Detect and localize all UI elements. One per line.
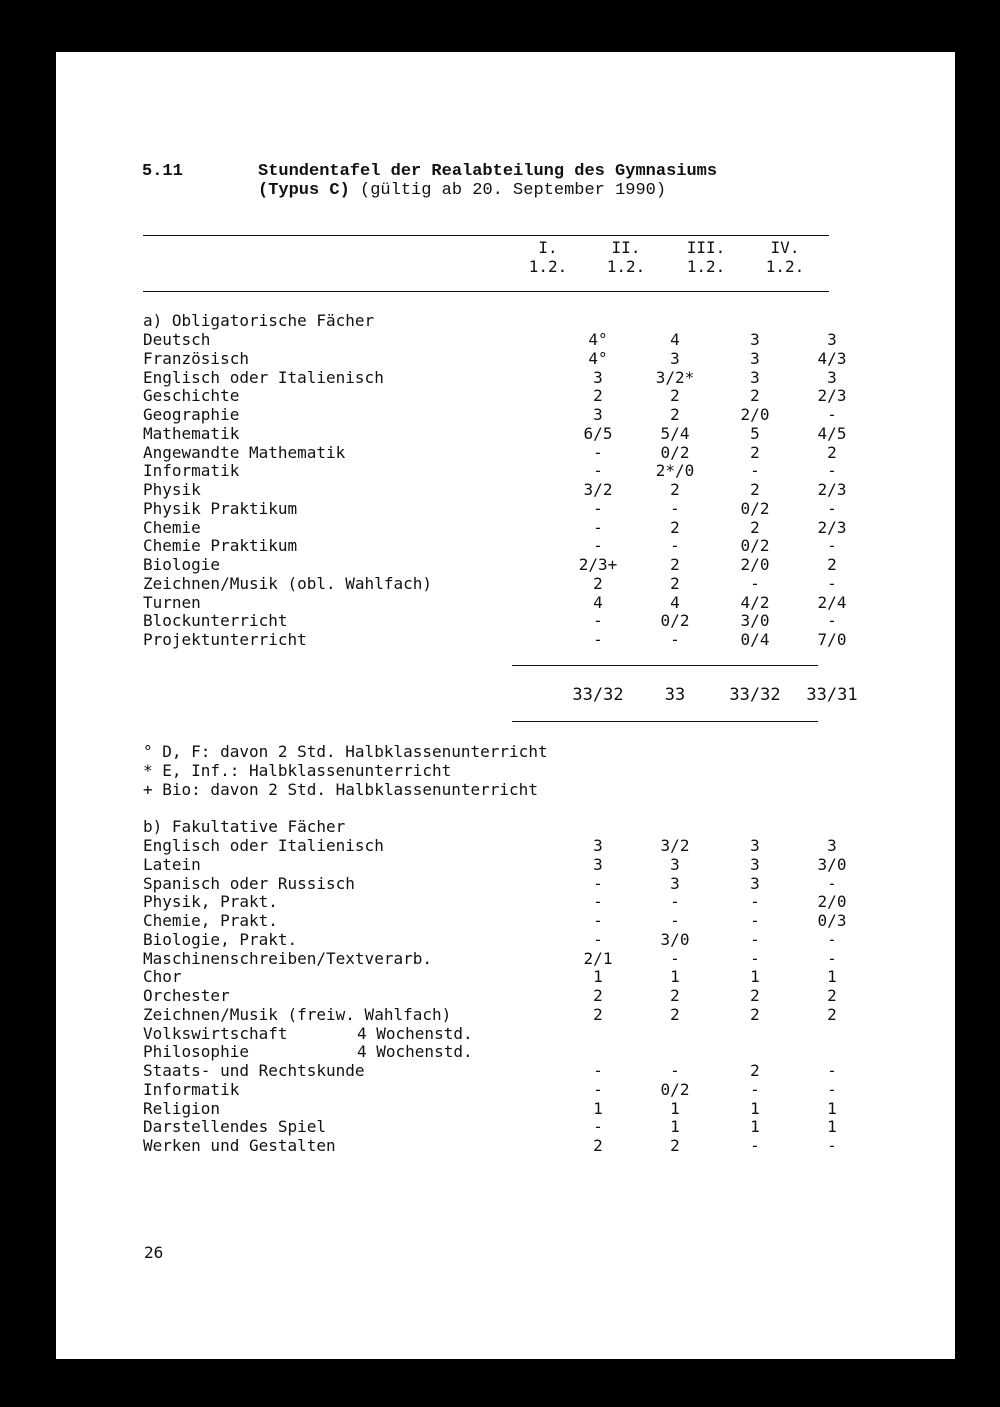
hours-cell: 0/4 bbox=[740, 630, 770, 649]
subject-label: Religion bbox=[143, 1098, 221, 1118]
hours-cell: 1 bbox=[670, 1117, 680, 1137]
hours-cell: 2/3+ bbox=[578, 555, 618, 574]
subject-label: Geographie bbox=[143, 405, 240, 424]
hours-cell: - bbox=[750, 929, 760, 949]
hours-cell: 4 bbox=[670, 592, 680, 612]
hours-cell: 2 bbox=[750, 442, 760, 462]
totals-rule-bottom bbox=[512, 721, 818, 722]
hours-cell: 4 bbox=[670, 330, 680, 349]
hours-cell: 3 bbox=[670, 854, 680, 874]
hours-cell: 4° bbox=[588, 330, 608, 349]
hours-cell: - bbox=[827, 573, 837, 593]
hours-cell: 4/3 bbox=[817, 348, 847, 368]
hours-cell: 2 bbox=[670, 405, 680, 424]
hours-cell: 2 bbox=[750, 480, 760, 499]
subject-label: Chemie Praktikum bbox=[143, 536, 298, 556]
hours-cell: 2 bbox=[670, 555, 680, 574]
table-row bbox=[143, 499, 843, 518]
hours-cell: 1 bbox=[670, 967, 680, 987]
column-roman: II. bbox=[611, 238, 641, 257]
header-rule-top bbox=[143, 235, 829, 236]
table-row bbox=[143, 911, 847, 930]
hours-cell: - bbox=[593, 1079, 603, 1099]
hours-cell: 0/2 bbox=[740, 536, 770, 556]
hours-cell: 4/5 bbox=[817, 423, 847, 443]
hours-cell: 1 bbox=[750, 1117, 760, 1137]
subject-label: Physik Praktikum bbox=[143, 498, 298, 518]
title-type: (Typus C) bbox=[258, 181, 350, 200]
hours-cell: - bbox=[750, 1136, 760, 1155]
hours-cell: 3/2 bbox=[583, 480, 613, 499]
hours-cell: 3/2* bbox=[655, 367, 695, 387]
hours-cell: 5/4 bbox=[660, 423, 690, 443]
column-semester: 1.2. bbox=[528, 257, 568, 276]
table-row bbox=[143, 949, 843, 968]
subject-label: Chor bbox=[143, 967, 182, 987]
subject-label: Staats- und Rechtskunde bbox=[143, 1061, 365, 1080]
hours-cell: 2 bbox=[827, 555, 837, 574]
subject-label: Zeichnen/Musik (obl. Wahlfach) bbox=[143, 573, 432, 593]
table-row bbox=[143, 443, 843, 462]
hours-cell: - bbox=[670, 630, 680, 649]
table-row bbox=[143, 368, 843, 387]
hours-cell: 1 bbox=[827, 1117, 837, 1137]
column-roman: III. bbox=[686, 238, 726, 257]
table-row bbox=[143, 892, 847, 912]
hours-cell: 2 bbox=[750, 986, 760, 1005]
table-row bbox=[143, 574, 843, 593]
page-number: 26 bbox=[144, 1243, 164, 1262]
subject-label: Deutsch bbox=[143, 330, 211, 349]
table-row bbox=[143, 536, 843, 555]
hours-cell: 3/0 bbox=[660, 929, 690, 949]
hours-cell: - bbox=[593, 611, 603, 631]
column-header-1 bbox=[508, 238, 588, 276]
hours-cell: 3/0 bbox=[740, 611, 770, 631]
subject-label: Englisch oder Italienisch bbox=[143, 367, 384, 387]
hours-cell: 0/2 bbox=[740, 498, 770, 518]
subject-label: Darstellendes Spiel bbox=[143, 1117, 327, 1137]
hours-cell: 3 bbox=[750, 367, 760, 387]
column-semester: 1.2. bbox=[686, 257, 726, 276]
hours-cell: 2*/0 bbox=[655, 461, 695, 481]
table-row bbox=[143, 1005, 843, 1024]
hours-cell: - bbox=[593, 630, 603, 649]
column-roman: I. bbox=[538, 238, 558, 257]
section-number: 5.11 bbox=[142, 162, 183, 181]
hours-cell: - bbox=[593, 536, 603, 556]
table-row bbox=[143, 330, 843, 349]
hours-cell: 2 bbox=[593, 1004, 603, 1024]
hours-cell: 3 bbox=[593, 854, 603, 874]
hours-cell: 2 bbox=[593, 386, 603, 406]
subject-label: Blockunterricht bbox=[143, 611, 288, 631]
hours-cell: - bbox=[593, 892, 603, 912]
hours-cell: - bbox=[750, 461, 760, 481]
hours-cell: 3 bbox=[750, 836, 760, 855]
hours-cell: 3 bbox=[593, 405, 603, 424]
hours-cell: 3 bbox=[593, 836, 603, 855]
hours-cell: 3 bbox=[827, 330, 837, 349]
subject-label: Chemie bbox=[143, 517, 201, 537]
table-row bbox=[143, 874, 843, 893]
hours-cell: - bbox=[827, 461, 837, 481]
hours-cell: 2/0 bbox=[740, 555, 770, 574]
subject-label: Projektunterricht bbox=[143, 630, 307, 649]
table-row bbox=[143, 480, 847, 499]
subject-label: Mathematik bbox=[143, 423, 240, 443]
hours-cell: - bbox=[827, 948, 837, 968]
totals-row bbox=[143, 684, 858, 706]
subject-label: Zeichnen/Musik (freiw. Wahlfach) bbox=[143, 1004, 452, 1024]
column-semester: 1.2. bbox=[606, 257, 646, 276]
table-row bbox=[143, 461, 843, 480]
hours-cell: 2/1 bbox=[583, 948, 613, 968]
hours-cell: - bbox=[593, 911, 603, 930]
column-header-4 bbox=[745, 238, 825, 276]
hours-cell: 3 bbox=[750, 330, 760, 349]
subject-label: Biologie, Prakt. bbox=[143, 929, 298, 949]
hours-cell: - bbox=[750, 892, 760, 912]
hours-cell: - bbox=[827, 405, 837, 424]
table-row bbox=[143, 1080, 843, 1099]
hours-cell: 2 bbox=[670, 1004, 680, 1024]
total-2: 33 bbox=[664, 685, 686, 705]
hours-cell: 1 bbox=[593, 967, 603, 987]
hours-cell: 3 bbox=[593, 367, 603, 387]
total-3: 33/32 bbox=[729, 685, 781, 705]
subject-label: Physik, Prakt. bbox=[143, 892, 278, 912]
table-row bbox=[143, 555, 843, 574]
hours-cell: 2 bbox=[750, 386, 760, 406]
subject-label: Volkswirtschaft bbox=[143, 1023, 288, 1043]
subject-label: Biologie bbox=[143, 555, 221, 574]
hours-cell: 3 bbox=[750, 873, 760, 893]
subject-label: Informatik bbox=[143, 461, 240, 481]
subject-label: Angewandte Mathematik bbox=[143, 442, 346, 462]
hours-cell: 3 bbox=[827, 836, 837, 855]
table-row bbox=[143, 423, 847, 443]
hours-cell: 2 bbox=[670, 986, 680, 1005]
hours-cell: 4 bbox=[593, 592, 603, 612]
hours-cell: 4/2 bbox=[740, 592, 770, 612]
column-roman: IV. bbox=[770, 238, 800, 257]
table-row bbox=[143, 592, 847, 612]
hours-cell: - bbox=[593, 873, 603, 893]
hours-cell: - bbox=[593, 1061, 603, 1080]
table-row bbox=[143, 1117, 843, 1136]
subject-label: Maschinenschreiben/Textverarb. bbox=[143, 948, 432, 968]
table-row bbox=[143, 854, 847, 874]
hours-cell: - bbox=[670, 892, 680, 912]
table-row bbox=[143, 1024, 843, 1043]
hours-cell: 3 bbox=[827, 367, 837, 387]
hours-cell: 3/0 bbox=[817, 854, 847, 874]
hours-cell: 2 bbox=[750, 1004, 760, 1024]
hours-cell: - bbox=[750, 911, 760, 930]
table-row bbox=[143, 836, 843, 855]
subject-label: Informatik bbox=[143, 1079, 240, 1099]
hours-cell: 2 bbox=[593, 1136, 603, 1155]
subject-label: Orchester bbox=[143, 986, 230, 1005]
table-row bbox=[143, 1061, 843, 1080]
hours-cell: - bbox=[670, 536, 680, 556]
hours-cell: - bbox=[750, 1079, 760, 1099]
hours-cell: 2/3 bbox=[817, 386, 847, 406]
column-header-3 bbox=[666, 238, 746, 276]
hours-cell: 0/2 bbox=[660, 1079, 690, 1099]
hours-cell: 2/0 bbox=[817, 892, 847, 912]
hours-cell: 0/3 bbox=[817, 911, 847, 930]
optional-section-title: b) Fakultative Fächer bbox=[143, 817, 346, 836]
subject-label: Spanisch oder Russisch bbox=[143, 873, 355, 893]
hours-cell: 4° bbox=[588, 348, 608, 368]
hours-cell: 2 bbox=[670, 573, 680, 593]
table-row bbox=[143, 930, 843, 949]
header-rule-bottom bbox=[143, 291, 829, 292]
subject-label: Chemie, Prakt. bbox=[143, 911, 278, 930]
totals-rule-top bbox=[512, 665, 818, 666]
hours-cell: - bbox=[750, 573, 760, 593]
document-page bbox=[56, 52, 955, 1359]
hours-cell: - bbox=[593, 442, 603, 462]
hours-cell: - bbox=[827, 536, 837, 556]
hours-cell: - bbox=[670, 911, 680, 930]
hours-cell: 1 bbox=[593, 1098, 603, 1118]
subject-label: Latein bbox=[143, 854, 201, 874]
table-row bbox=[143, 348, 847, 368]
hours-cell: 2 bbox=[593, 573, 603, 593]
hours-cell: 0/2 bbox=[660, 442, 690, 462]
hours-cell: - bbox=[827, 1061, 837, 1080]
hours-cell: 6/5 bbox=[583, 423, 613, 443]
hours-cell: 7/0 bbox=[817, 630, 847, 649]
hours-cell: 2/0 bbox=[740, 405, 770, 424]
hours-cell: 2/4 bbox=[817, 592, 847, 612]
table-row bbox=[143, 986, 843, 1005]
hours-cell: - bbox=[670, 498, 680, 518]
hours-cell: 1 bbox=[827, 1098, 837, 1118]
footnote-degree: ° D, F: davon 2 Std. Halbklassenunterricht bbox=[143, 742, 548, 761]
hours-cell: 1 bbox=[670, 1098, 680, 1118]
weekly-hours-note: 4 Wochenstd. bbox=[357, 1023, 473, 1043]
hours-cell: 2 bbox=[670, 480, 680, 499]
hours-cell: - bbox=[827, 929, 837, 949]
hours-cell: 5 bbox=[750, 423, 760, 443]
hours-cell: 2 bbox=[670, 386, 680, 406]
table-row bbox=[143, 630, 847, 649]
table-row bbox=[143, 1136, 843, 1155]
hours-cell: - bbox=[593, 461, 603, 481]
hours-cell: 2 bbox=[750, 517, 760, 537]
hours-cell: - bbox=[670, 1061, 680, 1080]
hours-cell: 2 bbox=[670, 1136, 680, 1155]
total-1: 33/32 bbox=[572, 685, 624, 705]
hours-cell: - bbox=[827, 873, 837, 893]
subject-label: Turnen bbox=[143, 592, 201, 612]
table-row bbox=[143, 405, 843, 424]
total-4: 33/31 bbox=[806, 685, 858, 705]
footnote-plus: + Bio: davon 2 Std. Halbklassenunterricht bbox=[143, 780, 538, 799]
subject-label: Werken und Gestalten bbox=[143, 1136, 336, 1155]
hours-cell: - bbox=[827, 498, 837, 518]
section-title bbox=[258, 162, 717, 200]
hours-cell: - bbox=[827, 1136, 837, 1155]
title-validity: (gültig ab 20. September 1990) bbox=[349, 181, 667, 200]
subject-label: Englisch oder Italienisch bbox=[143, 836, 384, 855]
hours-cell: - bbox=[670, 948, 680, 968]
hours-cell: 2 bbox=[827, 442, 837, 462]
table-row bbox=[143, 967, 843, 986]
subject-label: Französisch bbox=[143, 348, 249, 368]
hours-cell: 2 bbox=[827, 986, 837, 1005]
table-row bbox=[143, 1042, 843, 1061]
hours-cell: - bbox=[593, 929, 603, 949]
subject-label: Philosophie bbox=[143, 1042, 249, 1062]
hours-cell: 2 bbox=[827, 1004, 837, 1024]
hours-cell: - bbox=[827, 1079, 837, 1099]
column-header-2 bbox=[586, 238, 666, 276]
hours-cell: 3 bbox=[670, 873, 680, 893]
hours-cell: 3 bbox=[670, 348, 680, 368]
hours-cell: 1 bbox=[750, 967, 760, 987]
hours-cell: 2 bbox=[593, 986, 603, 1005]
hours-cell: - bbox=[593, 517, 603, 537]
hours-cell: - bbox=[593, 1117, 603, 1137]
table-row bbox=[143, 1099, 843, 1118]
hours-cell: 3 bbox=[750, 854, 760, 874]
hours-cell: 1 bbox=[827, 967, 837, 987]
title-main: Stundentafel der Realabteilung des Gymnasiums bbox=[258, 162, 718, 181]
footnote-asterisk: * E, Inf.: Halbklassenunterricht bbox=[143, 761, 452, 780]
subject-label: Physik bbox=[143, 480, 201, 499]
hours-cell: 2 bbox=[670, 517, 680, 537]
hours-cell: 0/2 bbox=[660, 611, 690, 631]
table-row bbox=[143, 611, 843, 630]
column-semester: 1.2. bbox=[765, 257, 805, 276]
hours-cell: - bbox=[827, 611, 837, 631]
hours-cell: 2/3 bbox=[817, 517, 847, 537]
hours-cell: 3 bbox=[750, 348, 760, 368]
hours-cell: 3/2 bbox=[660, 836, 690, 855]
subject-label: Geschichte bbox=[143, 386, 240, 406]
table-row bbox=[143, 386, 847, 406]
table-row bbox=[143, 517, 847, 537]
hours-cell: - bbox=[593, 498, 603, 518]
hours-cell: - bbox=[750, 948, 760, 968]
hours-cell: 1 bbox=[750, 1098, 760, 1118]
hours-cell: 2 bbox=[750, 1061, 760, 1080]
hours-cell: 2/3 bbox=[817, 480, 847, 499]
obligatory-section-title: a) Obligatorische Fächer bbox=[143, 311, 375, 330]
weekly-hours-note: 4 Wochenstd. bbox=[357, 1042, 473, 1062]
